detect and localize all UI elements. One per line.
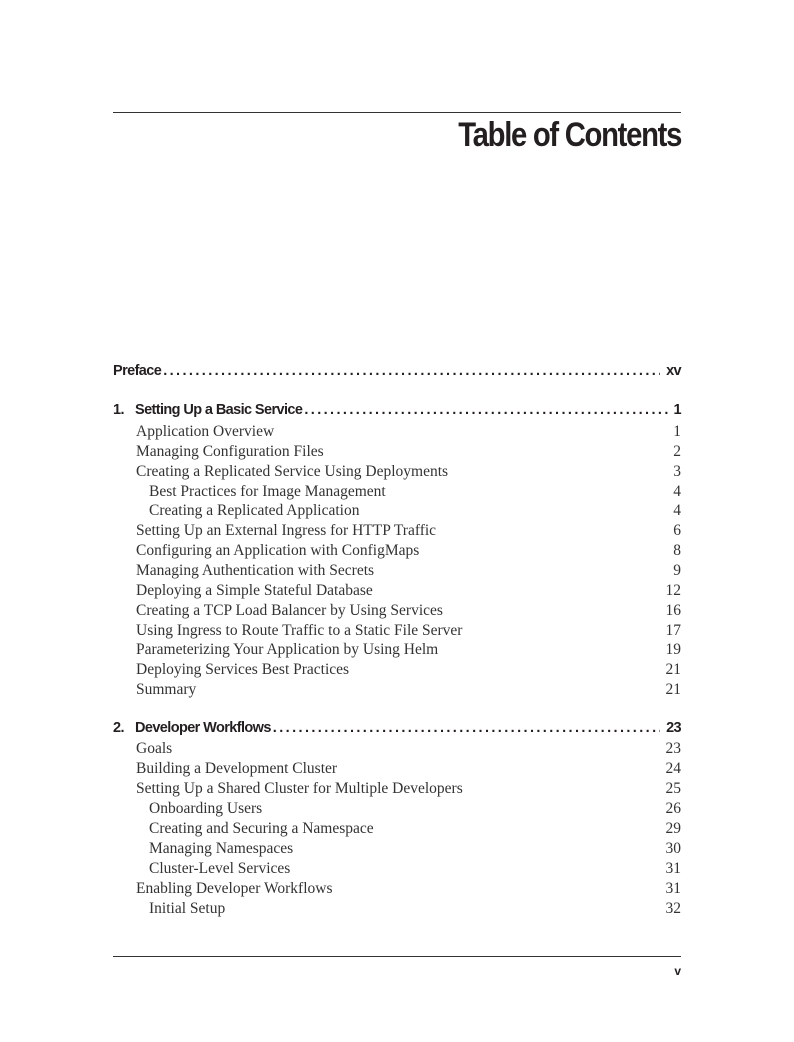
toc-section-label: Managing Configuration Files [136,443,324,460]
toc-chapter-2[interactable] [113,720,681,740]
toc-page-number: 21 [665,681,681,698]
toc-section-label: Setting Up a Shared Cluster for Multiple Developers [136,780,463,797]
toc-page-number: 3 [673,463,681,480]
toc-section-label: Managing Authentication with Secrets [136,562,375,579]
toc-page-number: 16 [665,602,681,619]
footer-rule [113,956,681,957]
toc-section[interactable] [113,542,681,562]
toc-subsection-label: Cluster-Level Services [149,860,291,877]
toc-page-number: 24 [665,760,681,777]
toc-page-number: 1 [673,423,681,440]
toc-section[interactable] [113,602,681,622]
toc-subsection[interactable] [113,900,681,920]
toc-subsection[interactable] [113,840,681,860]
toc-section[interactable] [113,423,681,443]
toc-section-label: Summary [136,681,197,698]
toc-section[interactable] [113,463,681,483]
toc-chapter-1[interactable] [113,402,681,422]
toc-section[interactable] [113,661,681,681]
toc-section[interactable] [113,562,681,582]
toc-section[interactable] [113,880,681,900]
toc-subsection[interactable] [113,483,681,503]
page-number: v [674,964,681,978]
toc-section-label: Deploying a Simple Stateful Database [136,582,373,599]
toc-chapter-label: Developer Workflows [135,720,271,736]
toc-page-number: 23 [665,740,681,757]
toc-page-number: 8 [673,542,681,559]
toc-section-label: Deploying Services Best Practices [136,661,350,678]
toc-section-label: Creating a Replicated Service Using Deployments [136,463,449,480]
toc-page-number: 26 [665,800,681,817]
toc-section[interactable] [113,681,681,701]
toc-section-label: Using Ingress to Route Traffic to a Static File Server [136,622,463,639]
toc-page-number: 31 [665,860,681,877]
header-rule [113,112,681,113]
toc-entry-preface[interactable] [113,363,681,383]
dot-leader [304,402,667,418]
toc-section-label: Goals [136,740,173,757]
toc-page-number: 1 [673,402,681,418]
toc-chapter-label: Setting Up a Basic Service [135,402,303,418]
toc-page-number: 21 [665,661,681,678]
dot-leader [273,720,660,736]
toc-section[interactable] [113,582,681,602]
toc-page-number: 6 [673,522,681,539]
toc-page-number: 32 [665,900,681,917]
toc-page-number: 29 [665,820,681,837]
toc-section[interactable] [113,443,681,463]
toc-page-number: 4 [673,502,681,519]
toc-page-number: xv [666,363,681,379]
toc-subsection-label: Initial Setup [149,900,226,917]
toc-page-number: 12 [665,582,681,599]
toc-section[interactable] [113,522,681,542]
page-title: Table of Contents [458,116,681,154]
toc-section-label: Enabling Developer Workflows [136,880,333,897]
toc-section[interactable] [113,641,681,661]
toc-page-number: 23 [666,720,681,736]
toc-section-label: Creating a TCP Load Balancer by Using Services [136,602,443,619]
dot-leader [163,363,660,379]
toc-subsection[interactable] [113,820,681,840]
toc-page-number: 25 [665,780,681,797]
toc-chapter-label: Preface [113,363,162,379]
toc-chapter-number: 2. [113,720,124,736]
toc-section-label: Building a Development Cluster [136,760,338,777]
toc-subsection[interactable] [113,502,681,522]
toc-page-number: 31 [665,880,681,897]
toc-section[interactable] [113,760,681,780]
toc-section[interactable] [113,740,681,760]
toc-section[interactable] [113,622,681,642]
toc-page-number: 2 [673,443,681,460]
toc-section-label: Application Overview [136,423,275,440]
toc-subsection-label: Creating a Replicated Application [149,502,360,519]
toc-subsection-label: Onboarding Users [149,800,263,817]
toc-subsection-label: Best Practices for Image Management [149,483,386,500]
toc-page-number: 9 [673,562,681,579]
toc-chapter-number: 1. [113,402,124,418]
toc-subsection-label: Creating and Securing a Namespace [149,820,374,837]
toc-section[interactable] [113,780,681,800]
toc-section-label: Setting Up an External Ingress for HTTP Traffic [136,522,437,539]
toc-page-number: 30 [665,840,681,857]
toc-page-number: 4 [673,483,681,500]
toc-section-label: Parameterizing Your Application by Using Helm [136,641,439,658]
toc-subsection[interactable] [113,860,681,880]
toc-page-number: 17 [665,622,681,639]
toc-section-label: Configuring an Application with ConfigMaps [136,542,420,559]
toc-page-number: 19 [665,641,681,658]
toc-subsection-label: Managing Namespaces [149,840,294,857]
toc-subsection[interactable] [113,800,681,820]
